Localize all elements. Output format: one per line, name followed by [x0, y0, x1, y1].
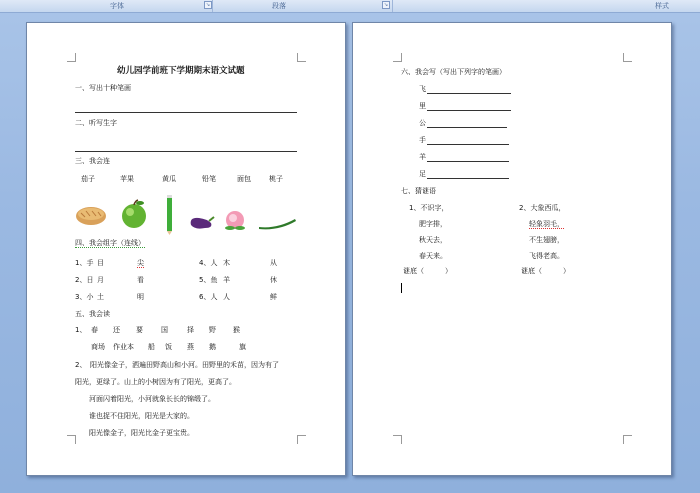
ribbon-group-bar	[0, 0, 700, 13]
pair-6-answer: 鲜	[270, 293, 277, 301]
pair-2-answer: 看	[137, 276, 144, 284]
read-char: 猴	[233, 326, 240, 334]
section-2-heading: 二、听写生字	[75, 119, 117, 127]
section-7-heading: 七、猜谜语	[401, 187, 436, 195]
stroke-char-6: 足	[419, 170, 426, 178]
cucumber-picture	[257, 217, 297, 231]
answer-line	[75, 112, 297, 113]
read-word: 鹅	[209, 343, 216, 351]
crop-mark	[393, 53, 402, 62]
pair-3-mid: 土	[97, 293, 104, 301]
styles-group-label: 样式	[655, 2, 669, 10]
riddle-2-answer[interactable]: 谜底（ ）	[521, 267, 570, 275]
ribbon-separator	[212, 0, 213, 12]
pair-1-left: 1、手	[75, 259, 94, 267]
poem-line-1: 河面闪着阳光，小河就象长长的锦缎了。	[89, 395, 215, 403]
stroke-answer-line[interactable]	[427, 178, 509, 179]
pic-label-bread: 面包	[237, 175, 251, 183]
font-dialog-launcher-icon[interactable]: ↘	[205, 2, 211, 8]
read-char: 野	[209, 326, 216, 334]
read-char: 春	[91, 326, 98, 334]
crop-mark	[67, 435, 76, 444]
read-word: 饭	[165, 343, 172, 351]
pencil-picture	[165, 191, 175, 235]
stroke-answer-line[interactable]	[427, 161, 509, 162]
pair-6-left: 6、人	[199, 293, 218, 301]
riddle-1-line-4: 春天来。	[419, 252, 447, 260]
pair-4-mid: 木	[223, 259, 230, 267]
pair-5-answer: 休	[270, 276, 277, 284]
pair-3-answer: 明	[137, 293, 144, 301]
pair-2-left: 2、日	[75, 276, 94, 284]
document-page-1[interactable]	[26, 22, 346, 476]
read-char: 择	[187, 326, 194, 334]
read-word: 船	[148, 343, 155, 351]
crop-mark	[67, 53, 76, 62]
crop-mark	[297, 435, 306, 444]
crop-mark	[623, 53, 632, 62]
read-word: 作业本	[113, 343, 134, 351]
stroke-char-2: 里	[419, 102, 426, 110]
crop-mark	[297, 53, 306, 62]
riddle-2-line-1: 2、大象西瓜，	[519, 204, 566, 212]
read-word: 商场	[91, 343, 105, 351]
poem-line-2: 谁也捉不住阳光，阳光是大家的。	[89, 412, 194, 420]
pic-label-cucumber: 黄瓜	[162, 175, 176, 183]
pair-5-left: 5、鱼	[199, 276, 218, 284]
document-page-2[interactable]	[352, 22, 672, 476]
riddle-1-line-3: 秋天去，	[419, 236, 447, 244]
poem-line-3: 阳光像金子，阳光比金子更宝贵。	[89, 429, 194, 437]
read-1-index: 1、	[75, 326, 87, 334]
eggplant-picture	[187, 211, 215, 231]
pair-4-left: 4、人	[199, 259, 218, 267]
riddle-1-line-2: 肥字排，	[419, 220, 447, 228]
pair-4-answer: 从	[270, 259, 277, 267]
riddle-1-line-1: 1、不识字，	[409, 204, 449, 212]
text-cursor	[401, 283, 402, 293]
read-char: 国	[161, 326, 168, 334]
pair-5-mid: 羊	[223, 276, 230, 284]
section-5-heading: 五、我会读	[75, 310, 110, 318]
section-4-heading: 四、我会组字（连线）	[75, 239, 145, 247]
paragraph-group-label: 段落	[272, 2, 286, 10]
passage-line-1: 2、 阳光像金子，洒遍田野高山和小河。田野里的禾苗，因为有了	[75, 361, 279, 369]
pic-label-peach: 桃子	[269, 175, 283, 183]
stroke-char-1: 飞	[419, 85, 426, 93]
pair-1-mid: 目	[97, 259, 104, 267]
stroke-char-4: 手	[419, 136, 426, 144]
ribbon-separator	[392, 0, 393, 12]
paragraph-dialog-launcher-icon[interactable]: ↘	[383, 2, 389, 8]
pair-6-mid: 人	[223, 293, 230, 301]
riddle-1-answer[interactable]: 谜底（ ）	[403, 267, 452, 275]
pair-3-left: 3、小	[75, 293, 94, 301]
read-char: 还	[113, 326, 120, 334]
read-word: 燕	[187, 343, 194, 351]
crop-mark	[393, 435, 402, 444]
stroke-char-5: 羊	[419, 153, 426, 161]
section-3-heading: 三、我会连	[75, 157, 110, 165]
read-word: 旗	[239, 343, 246, 351]
riddle-2-line-4: 飞得老高。	[529, 252, 564, 260]
stroke-char-3: 公	[419, 119, 426, 127]
pair-2-mid: 月	[97, 276, 104, 284]
section-6-heading: 六、我会写（写出下列字的笔画）	[401, 68, 506, 76]
stroke-answer-line[interactable]	[427, 110, 511, 111]
pic-label-apple: 苹果	[120, 175, 134, 183]
pic-label-pencil: 铅笔	[202, 175, 216, 183]
pair-1-answer: 尖	[137, 259, 144, 267]
stroke-answer-line[interactable]	[427, 144, 509, 145]
font-group-label: 字体	[110, 2, 124, 10]
pic-label-eggplant: 茄子	[81, 175, 95, 183]
riddle-2-line-2: 轻象羽毛，	[529, 220, 564, 228]
stroke-answer-line[interactable]	[427, 93, 511, 94]
read-char: 要	[136, 326, 143, 334]
bread-picture	[75, 203, 107, 227]
riddle-2-line-3: 不生翅膀，	[529, 236, 564, 244]
peach-picture	[223, 207, 247, 231]
stroke-answer-line[interactable]	[427, 127, 507, 128]
section-1-heading: 一、写出十种笔画	[75, 84, 131, 92]
passage-line-2: 阳光，更绿了。山上的小树因为有了阳光，更高了。	[75, 378, 236, 386]
answer-line	[75, 151, 297, 152]
crop-mark	[623, 435, 632, 444]
apple-picture	[119, 199, 149, 229]
exam-title: 幼儿园学前班下学期期末语文试题	[117, 66, 245, 76]
